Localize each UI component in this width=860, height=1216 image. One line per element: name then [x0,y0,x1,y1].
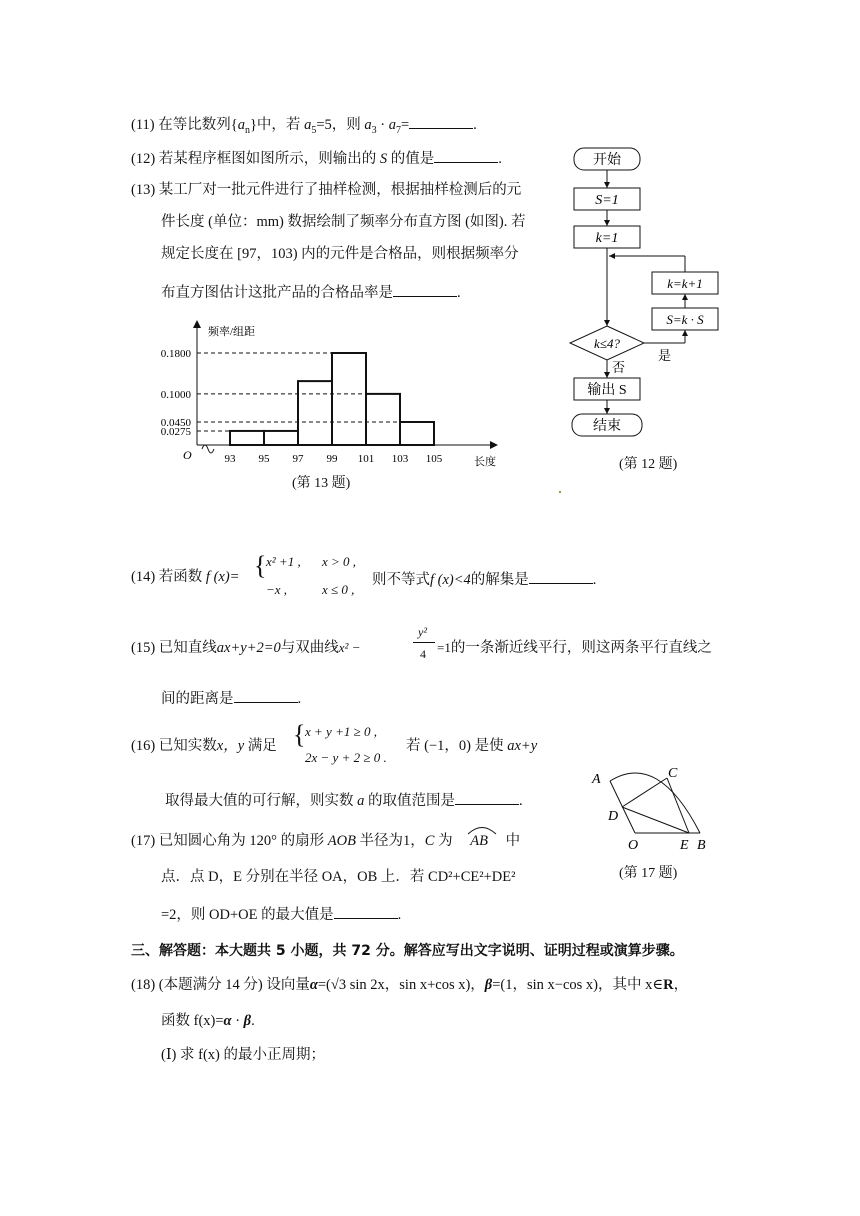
hyperbola-numerator: y² [418,625,427,639]
question-13-line3: 规定长度在 [97，103) 内的元件是合格品，则根据频率分 [161,246,519,262]
question-14: (14) 若函数 f (x)= [131,569,240,585]
histogram-bar [366,394,400,445]
y-axis-label: 频率/组距 [208,326,256,338]
x-tick-label: 93 [224,453,236,465]
segment-DC [622,778,667,807]
histogram-bar [332,353,366,445]
answer-blank[interactable] [529,569,593,584]
answer-blank[interactable] [409,114,473,129]
x-tick-label: 101 [357,453,375,465]
x-tick-label: 103 [391,453,409,465]
svg-text:D: D [608,809,619,824]
flow-k-update-label: k=k+1 [667,276,703,291]
answer-blank[interactable] [393,282,457,297]
flow-k-init-label: k=1 [595,231,619,246]
flow-output-label: 输出 S [587,383,627,398]
piecewise-case-2: −x , [266,582,288,597]
x-axis-arrow-icon [490,441,498,449]
arc-label: AB [470,833,488,850]
question-16: (16) 已知实数x，y 满足 [131,738,277,754]
flow-condition-label: k≤4? [594,336,620,351]
x-tick-label: 105 [425,453,443,465]
svg-text:E: E [680,838,689,853]
x-tick-label: 95 [258,453,270,465]
flow-no-label: 否 [612,360,626,375]
x-axis-label: 长度 [474,456,496,468]
stray-dot [559,491,561,493]
question-15-line2: 间的距离是 . [161,688,301,708]
y-axis-arrow-icon [193,320,201,328]
answer-blank[interactable] [455,790,519,805]
question-17-line3: =2，则 OD+OE 的最大值是 . [161,904,401,924]
flowchart [560,140,750,440]
piecewise-case-1: x² +1 , [266,554,301,569]
question-13-line4: 布直方图估计这批产品的合格品率是 . [161,282,461,302]
question-18-line2: 函数 f(x)=α · β. [161,1013,255,1029]
hyperbola-denominator: 4 [420,647,426,661]
figure-17-caption: (第 17 题) [619,866,678,881]
question-17: (17) 已知圆心角为 120° 的扇形 AOB 半径为1，C 为 AB 中 [131,833,520,850]
constraint-1: x + y +1 ≥ 0 , [305,724,377,739]
flow-yes-label: 是 [658,348,672,363]
segment-CE [667,778,689,833]
question-17-line2: 点．点 D，E 分别在半径 OA，OB 上．若 CD²+CE²+DE² [161,869,516,885]
svg-text:O: O [628,838,639,853]
axis-break-icon [202,445,214,453]
flow-start-label: 开始 [593,153,621,168]
histogram-bar [264,431,298,445]
sector-figure [588,765,718,855]
answer-blank[interactable] [234,688,298,703]
sector-arc [610,773,700,833]
fraction-bar [413,642,435,643]
x-tick-label: 99 [326,453,338,465]
x-tick-label: 97 [292,453,304,465]
question-18: (18) (本题满分 14 分) 设向量α=(√3 sin 2x，sin x+cos x)，β=(1，sin x−cos x)，其中 x∈R， [131,977,689,993]
question-14-tail: 则不等式f (x)<4的解集是 . [372,569,596,589]
constraint-2: 2x − y + 2 ≥ 0 . [305,750,387,765]
y-tick-label: 0.1000 [160,388,191,401]
figure-13-caption: (第 13 题) [292,476,351,491]
figure-12-caption: (第 12 题) [619,457,678,472]
svg-text:C: C [668,766,678,781]
question-18-part1: (Ⅰ) 求 f(x) 的最小正周期； [161,1047,325,1063]
histogram-bar [298,381,332,445]
origin-label: O [183,448,192,462]
histogram-bar [400,422,434,445]
flow-s-update-label: S=k · S [666,312,704,327]
answer-blank[interactable] [334,904,398,919]
segment-DE [622,807,689,833]
svg-text:A: A [592,772,601,787]
frequency-histogram [140,318,510,493]
piecewise-cond-2: x ≤ 0 , [322,582,355,597]
y-tick-label: 0.0450 [160,417,191,429]
question-15: (15) 已知直线ax+y+2=0与双曲线x² − [131,640,361,656]
svg-text:B: B [697,838,706,853]
question-15-tail: =1的一条渐近线平行，则这两条平行直线之 [437,640,712,656]
brace-icon: { [254,551,267,580]
answer-blank[interactable] [434,148,498,163]
question-12: (12) 若某程序框图如图所示，则输出的 S 的值是 . [131,148,502,168]
flow-s-init-label: S=1 [595,193,619,208]
question-13: (13) 某工厂对一批元件进行了抽样检测，根据抽样检测后的元 [131,182,522,198]
y-tick-label: 0.1800 [160,348,191,360]
brace-icon: { [293,720,306,749]
section-heading: 三、解答题：本大题共 5 小题，共 72 分。解答应写出文字说明、证明过程或演算步骤。 [131,943,684,959]
question-11: (11) 在等比数列$\{a_n\}$中，若 $a_5=5$，则 $a_3 \cdot a_7=$ . [131,114,477,137]
histogram-bar [230,431,264,445]
piecewise-cond-1: x > 0 , [322,554,357,569]
question-16-line2: 取得最大值的可行解，则实数 a 的取值范围是 . [165,790,523,810]
y-tick-label: 0.0275 [160,425,191,438]
question-16-tail: 若 (−1，0) 是使 ax+y [406,738,538,754]
flow-end-label: 结束 [593,419,621,434]
question-13-line2: 件长度 (单位：mm) 数据绘制了频率分布直方图 (如图). 若 [161,214,526,230]
